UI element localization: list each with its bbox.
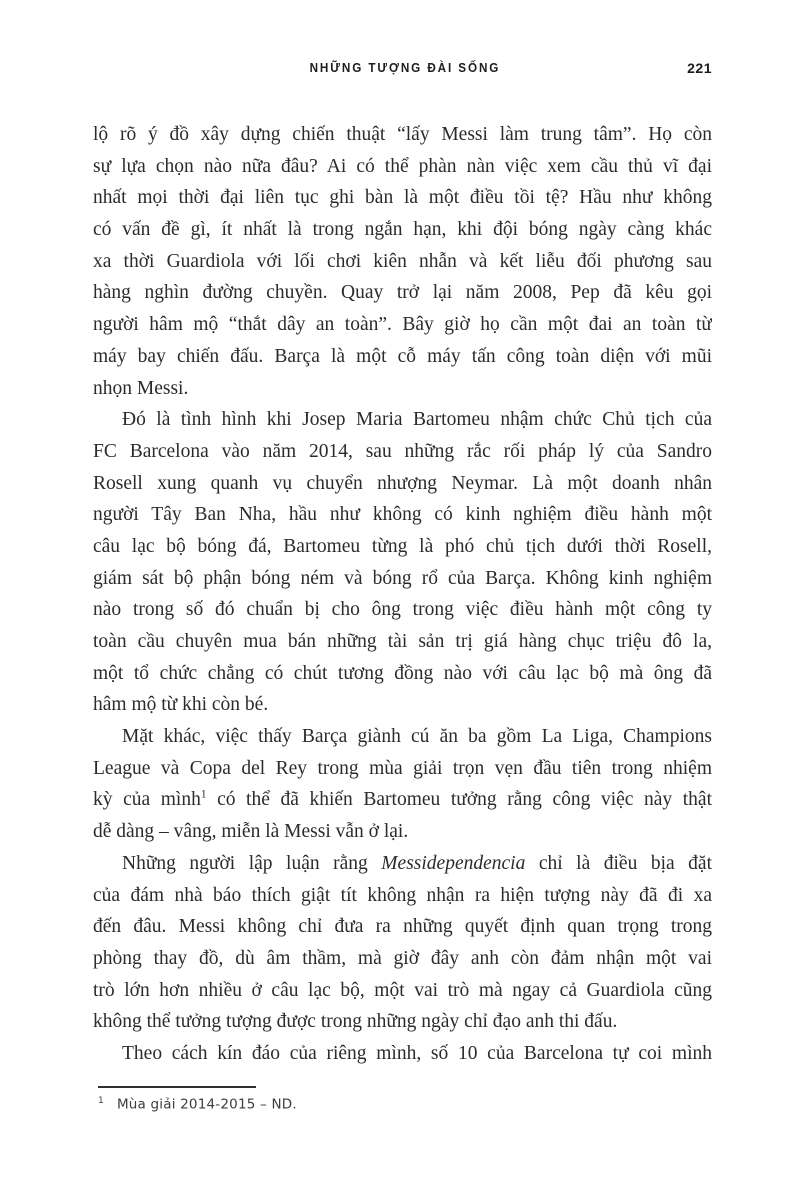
text-segment: FC Barcelona vào năm 2014, sau những rắc rối pháp lý của Sandro (93, 440, 712, 462)
text-line (93, 943, 712, 975)
text-segment: nhọn Messi. (93, 377, 189, 399)
text-segment: Mặt khác, việc thấy Barça giành cú ăn ba gồm La Liga, Champions (122, 726, 712, 748)
text-line (93, 468, 712, 500)
text-line (93, 975, 712, 1007)
text-segment: toàn cầu chuyên mua bán những tài sản trị giá hàng chục triệu đô la, (93, 631, 712, 652)
text-segment: hàng nghìn đường chuyền. Quay trở lại năm 2008, Pep đã kêu gọi (93, 282, 712, 304)
body-text (93, 119, 712, 1070)
text-line (93, 341, 712, 373)
text-line (93, 309, 712, 341)
footnote-text: Mùa giải 2014-2015 – ND. (116, 1096, 297, 1113)
text-segment: chỉ là điều bịa đặt (525, 852, 712, 874)
text-segment: người Tây Ban Nha, hầu như không có kinh nghiệm điều hành một (93, 504, 712, 526)
text-segment: Những người lập luận rằng (122, 852, 382, 874)
text-line (93, 753, 712, 785)
text-segment: của đám nhà báo thích giật tít không nhận ra hiện tượng này đã đi xa (93, 884, 712, 906)
text-line (93, 182, 712, 214)
text-line (93, 214, 712, 246)
text-segment: phòng thay đồ, dù âm thầm, mà giờ đây anh còn đảm nhận một vai (93, 947, 712, 969)
footnote-marker: 1 (98, 1096, 104, 1106)
text-segment: có vấn đề gì, ít nhất là trong ngắn hạn, khi đội bóng ngày càng khác (93, 219, 712, 241)
footnote-reference: 1 (200, 788, 207, 801)
text-line (93, 626, 712, 658)
text-segment: Theo cách kín đáo của riêng mình, số 10 của Barcelona tự coi mình (122, 1042, 712, 1064)
text-line (93, 784, 712, 816)
page-number: 221 (687, 60, 712, 76)
text-segment: nhất mọi thời đại liên tục ghi bàn là một điều tồi tệ? Hầu như không (93, 187, 712, 209)
text-line (93, 563, 712, 595)
text-line (93, 658, 712, 690)
paragraph (93, 721, 712, 848)
text-segment: Messidependencia (381, 852, 526, 874)
text-segment: có thể đã khiến Bartomeu tưởng rằng công việc này thật (206, 789, 712, 811)
text-segment: sự lựa chọn nào nữa đâu? Ai có thể phàn nàn việc xem cầu thủ vĩ đại (93, 155, 712, 177)
paragraph (93, 404, 712, 721)
paragraph (93, 1038, 712, 1070)
text-segment: League và Copa del Rey trong mùa giải trọn vẹn đầu tiên trong nhiệm (93, 757, 712, 779)
footnote-divider (98, 1086, 256, 1088)
text-segment: kỳ của mình (93, 789, 201, 811)
text-line (93, 436, 712, 468)
text-line (93, 404, 712, 436)
text-segment: giám sát bộ phận bóng ném và bóng rổ của Barça. Không kinh nghiệm (93, 567, 712, 589)
text-line (93, 119, 712, 151)
text-line (93, 848, 712, 880)
text-segment: một tổ chức chẳng có chút tương đồng nào với câu lạc bộ mà ông đã (93, 662, 712, 684)
chapter-title: NHỮNG TƯỢNG ĐÀI SỐNG (309, 60, 500, 75)
text-segment: câu lạc bộ bóng đá, Bartomeu từng là phó chủ tịch dưới thời Rosell, (93, 535, 712, 557)
text-line (93, 594, 712, 626)
text-segment: Rosell xung quanh vụ chuyển nhượng Neymar. Là một doanh nhân (93, 472, 712, 494)
text-line (93, 499, 712, 531)
text-line (93, 816, 712, 848)
text-line (93, 151, 712, 183)
text-line (93, 1038, 712, 1070)
text-line (93, 1006, 712, 1038)
text-line (93, 880, 712, 912)
text-segment: dễ dàng – vâng, miễn là Messi vẫn ở lại. (93, 821, 409, 843)
text-segment: trò lớn hơn nhiều ở câu lạc bộ, một vai trò mà ngay cả Guardiola cũng (93, 979, 712, 1001)
text-line (93, 373, 712, 405)
text-segment: xa thời Guardiola với lối chơi kiên nhẫn và kết liễu đối phương sau (93, 250, 712, 272)
text-line (93, 689, 712, 721)
text-line (93, 911, 712, 943)
text-segment: lộ rõ ý đồ xây dựng chiến thuật “lấy Messi làm trung tâm”. Họ còn (93, 124, 712, 145)
text-line (93, 531, 712, 563)
text-line (93, 246, 712, 278)
paragraph (93, 119, 712, 404)
text-line (93, 277, 712, 309)
text-segment: người hâm mộ “thắt dây an toàn”. Bây giờ họ cần một đai an toàn từ (93, 314, 712, 336)
text-line (93, 721, 712, 753)
paragraph (93, 848, 712, 1038)
footnote (98, 1092, 658, 1114)
text-segment: không thể tưởng tượng được trong những ngày chỉ đạo anh thi đấu. (93, 1011, 618, 1033)
text-segment: Đó là tình hình khi Josep Maria Bartomeu nhậm chức Chủ tịch của (122, 409, 712, 431)
text-segment: hâm mộ từ khi còn bé. (93, 694, 269, 716)
text-segment: đến đâu. Messi không chỉ đưa ra những quyết định quan trọng trong (93, 916, 712, 938)
text-segment: nào trong số đó chuẩn bị cho ông trong việc điều hành một công ty (93, 599, 712, 621)
text-segment: máy bay chiến đấu. Barça là một cỗ máy tấn công toàn diện với mũi (93, 345, 712, 367)
